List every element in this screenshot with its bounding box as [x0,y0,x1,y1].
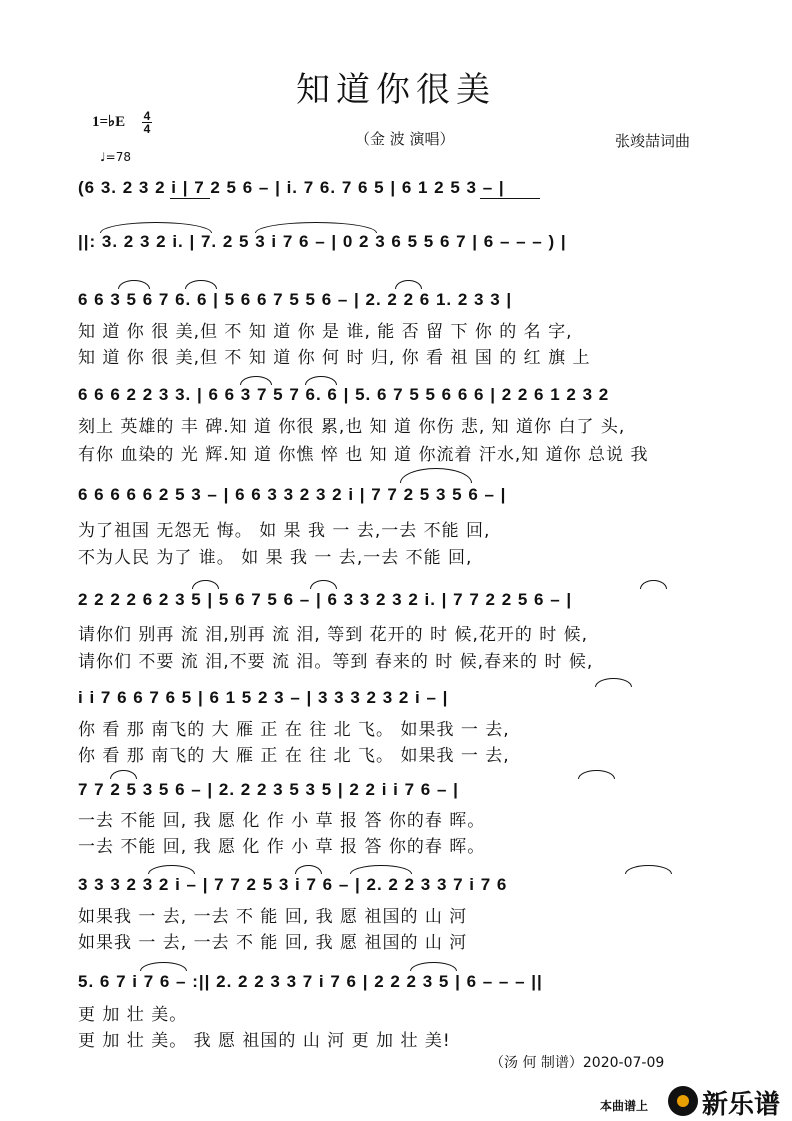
score-row-10-lyric-verse-1: 更 加 壮 美。 [78,1005,188,1025]
score-row-3-notes: 6 6 3 5 6 7 6. 6 | 5 6 6 7 5 5 6 – | 2. 2 2 6 1. 2 3 3 | [78,290,513,309]
score-row-8-lyric-verse-2: 一去 不能 回, 我 愿 化 作 小 草 报 答 你的春 晖。 [78,837,486,857]
score-row-8-notes: 7 7 2 5 3 5 6 – | 2. 2 2 3 5 3 5 | 2 2 i i 7 6 – | [78,780,459,799]
score-row-9-lyric-verse-1: 如果我 一 去, 一去 不 能 回, 我 愿 祖国的 山 河 [78,907,468,927]
score-row-2-notes: ||: 3. 2 3 2 i. | 7. 2 5 3 i 7 6 – | 0 2 3 6 5 5 6 7 | 6 – – – ) | [78,232,567,251]
score-row-1-notes: (6 3. 2 3 2 i | 7 2 5 6 – | i. 7 6. 7 6 5 | 6 1 2 5 3 – | [78,178,505,197]
score-row-4-notes: 6 6 6 2 2 3 3. | 6 6 3 7 5 7 6. 6 | 5. 6 7 5 5 6 6 6 | 2 2 6 1 2 3 2 [78,385,610,404]
tempo-marking: ♩=78 [100,150,131,164]
score-row-5-lyric-verse-1: 为了祖国 无怨无 悔。 如 果 我 一 去,一去 不能 回, [78,521,491,541]
score-row-10-lyric-verse-2: 更 加 壮 美。 我 愿 祖国的 山 河 更 加 壮 美! [78,1031,451,1051]
key-signature: 1=♭E [92,114,126,130]
score-row-4-lyric-verse-1: 刻上 英雄的 丰 碑.知 道 你很 累,也 知 道 你伤 悲, 知 道你 白了 头, [78,417,626,437]
vinyl-record-center [677,1095,689,1107]
page-title: 知道你很美 [296,70,496,110]
singer-credit: （金 波 演唱） [355,130,455,148]
score-row-9-notes: 3 3 3 2 3 2 i – | 7 7 2 5 3 i 7 6 – | 2. 2 2 3 3 7 i 7 6 [78,875,508,894]
score-row-9-lyric-verse-2: 如果我 一 去, 一去 不 能 回, 我 愿 祖国的 山 河 [78,933,468,953]
score-row-4-lyric-verse-2: 有你 血染的 光 辉.知 道 你憔 悴 也 知 道 你流着 汗水,知 道你 总说 我 [78,445,649,465]
footer-label: 本曲谱上 [600,1099,649,1113]
brand-logo-text: 新乐谱 [702,1090,781,1120]
score-row-6-lyric-verse-1: 请你们 别再 流 泪,别再 流 泪, 等到 花开的 时 候,花开的 时 候, [78,625,589,645]
score-row-6-notes: 2 2 2 2 6 2 3 5 | 5 6 7 5 6 – | 6 3 3 2 3 2 i. | 7 7 2 2 5 6 – | [78,590,573,609]
score-row-5-notes: 6 6 6 6 6 2 5 3 – | 6 6 3 3 2 3 2 i | 7 7 2 5 3 5 6 – | [78,485,507,504]
meter-top: 4 [143,109,151,123]
transcriber-credit: （汤 何 制谱）2020-07-09 [490,1055,665,1071]
score-row-10-notes: 5. 6 7 i 7 6 – :|| 2. 2 2 3 3 7 i 7 6 | 2 2 2 3 5 | 6 – – – || [78,972,543,991]
meter-bottom: 4 [143,122,151,136]
score-row-8-lyric-verse-1: 一去 不能 回, 我 愿 化 作 小 草 报 答 你的春 晖。 [78,811,486,831]
score-row-3-lyric-verse-1: 知 道 你 很 美,但 不 知 道 你 是 谁, 能 否 留 下 你 的 名 字, [78,322,573,342]
score-row-7-lyric-verse-2: 你 看 那 南飞的 大 雁 正 在 往 北 飞。 如果我 一 去, [78,746,510,766]
score-row-5-lyric-verse-2: 不为人民 为了 谁。 如 果 我 一 去,一去 不能 回, [78,548,473,568]
score-row-7-notes: i i 7 6 6 7 6 5 | 6 1 5 2 3 – | 3 3 3 2 3 2 i – | [78,688,449,707]
score-row-7-lyric-verse-1: 你 看 那 南飞的 大 雁 正 在 往 北 飞。 如果我 一 去, [78,720,510,740]
composer-credit: 张竣喆词曲 [615,132,691,150]
score-row-3-lyric-verse-2: 知 道 你 很 美,但 不 知 道 你 何 时 归, 你 看 祖 国 的 红 旗 上 [78,348,591,368]
time-signature [142,110,152,135]
score-row-6-lyric-verse-2: 请你们 不要 流 泪,不要 流 泪。等到 春来的 时 候,春来的 时 候, [78,652,594,672]
